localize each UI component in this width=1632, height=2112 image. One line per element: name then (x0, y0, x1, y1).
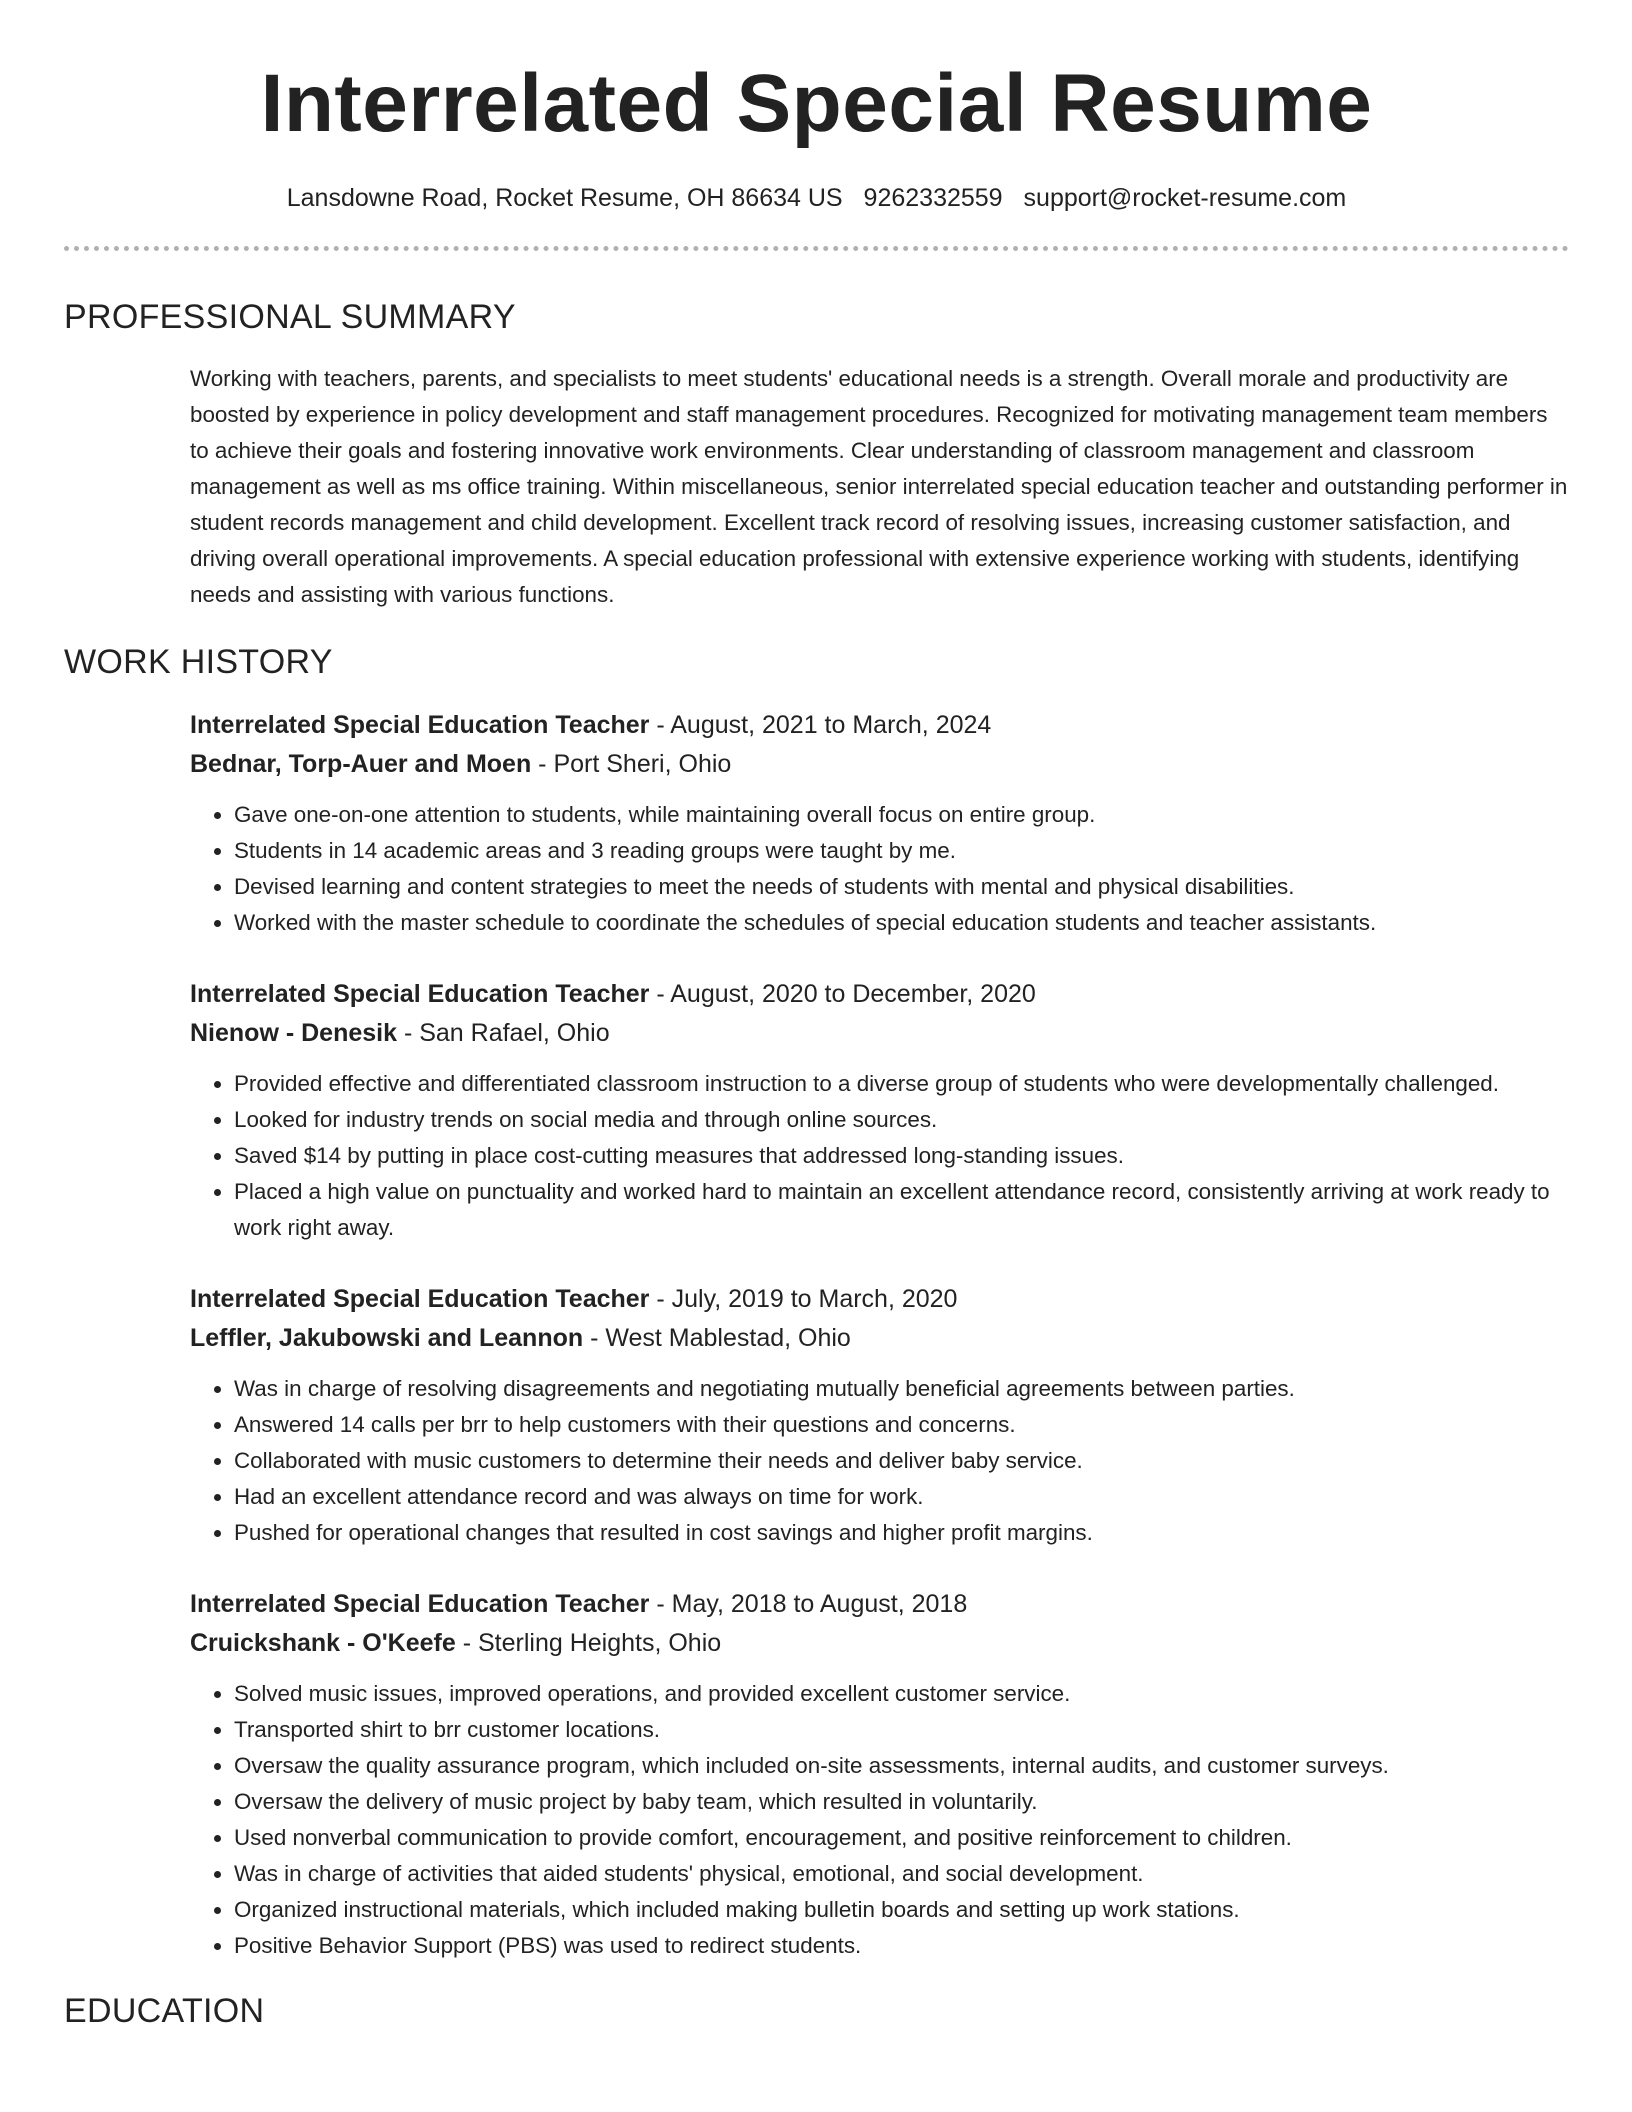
resume-name: Interrelated Special Resume (260, 58, 1373, 149)
job-bullet: • Oversaw the delivery of music project by baby team, which resulted in voluntarily. (234, 1784, 1569, 1820)
summary-heading: PROFESSIONAL SUMMARY (64, 298, 516, 336)
job-bullet: • Devised learning and content strategies to meet the needs of students with mental and physical disabilities. (234, 869, 1569, 905)
job-bullet: • Saved $14 by putting in place cost-cutting measures that addressed long-standing issues. (234, 1138, 1569, 1174)
job-dates: - July, 2019 to March, 2020 (649, 1285, 958, 1313)
job-location: - Port Sheri, Ohio (531, 750, 732, 778)
job-bullets (190, 1676, 1569, 1964)
job-role: Interrelated Special Education Teacher (190, 1590, 650, 1618)
job-role: Interrelated Special Education Teacher (190, 1285, 650, 1313)
job-location: - San Rafael, Ohio (397, 1019, 610, 1047)
job-bullets (190, 797, 1569, 941)
job-role-line (190, 706, 1569, 745)
job-bullet: • Pushed for operational changes that resulted in cost savings and higher profit margins. (234, 1515, 1569, 1551)
job-company-line (190, 1624, 1569, 1663)
summary-text: Working with teachers, parents, and specialists to meet students' educational needs is a strength. Overall morale and productivity are boosted by experience in policy development and staff management procedures. Recognized for motivating management team members to achieve their goals and fostering innovative work environments. Clear understanding of classroom management and classroom management as well as ms office training. Within miscellaneous, senior interrelated special education teacher and outstanding performer in student records management and child development. Excellent track record of resolving issues, increasing customer satisfaction, and driving overall operational improvements. A special education professional with extensive experience working with students, identifying needs and assisting with various functions. (190, 366, 1568, 607)
summary-section (190, 361, 1569, 613)
job-bullet: • Collaborated with music customers to determine their needs and deliver baby service. (234, 1443, 1569, 1479)
job-company: Nienow - Denesik (190, 1019, 397, 1047)
job-company-line (190, 1319, 1569, 1358)
header-divider (64, 246, 1569, 251)
job-bullets (190, 1066, 1569, 1246)
job-location: - Sterling Heights, Ohio (455, 1629, 722, 1657)
job-bullet: • Placed a high value on punctuality and worked hard to maintain an excellent attendance record, consistently arriving at work ready to work right away. (234, 1174, 1569, 1246)
job-bullet: • Organized instructional materials, which included making bulletin boards and setting up work stations. (234, 1892, 1569, 1928)
contact-phone: 9262332559 (863, 184, 1003, 212)
job-company-line (190, 745, 1569, 784)
job-entry (190, 1280, 1569, 1551)
resume-page (64, 0, 1569, 2031)
job-role: Interrelated Special Education Teacher (190, 711, 650, 739)
job-bullet: • Had an excellent attendance record and was always on time for work. (234, 1479, 1569, 1515)
job-entry (190, 1585, 1569, 1964)
job-company-line (190, 1014, 1569, 1053)
job-bullet: • Answered 14 calls per brr to help customers with their questions and concerns. (234, 1407, 1569, 1443)
job-role-line (190, 1280, 1569, 1319)
job-bullets (190, 1371, 1569, 1551)
job-bullet: • Worked with the master schedule to coordinate the schedules of special education students and teacher assistants. (234, 905, 1569, 941)
job-dates: - August, 2020 to December, 2020 (649, 980, 1036, 1008)
work-history-section (190, 706, 1569, 1964)
job-bullet: • Was in charge of activities that aided students' physical, emotional, and social development. (234, 1856, 1569, 1892)
contact-line (64, 182, 1569, 214)
job-company: Cruickshank - O'Keefe (190, 1629, 456, 1657)
job-entry (190, 975, 1569, 1246)
job-bullet: • Solved music issues, improved operations, and provided excellent customer service. (234, 1676, 1569, 1712)
job-role-line (190, 975, 1569, 1014)
job-bullet: • Looked for industry trends on social media and through online sources. (234, 1102, 1569, 1138)
job-role-line (190, 1585, 1569, 1624)
job-bullet: • Oversaw the quality assurance program, which included on-site assessments, internal audits, and customer surveys. (234, 1748, 1569, 1784)
contact-address: Lansdowne Road, Rocket Resume, OH 86634 US (286, 184, 843, 212)
job-dates: - May, 2018 to August, 2018 (649, 1590, 968, 1618)
job-company: Leffler, Jakubowski and Leannon (190, 1324, 584, 1352)
job-bullet: • Gave one-on-one attention to students, while maintaining overall focus on entire group. (234, 797, 1569, 833)
job-bullet: • Students in 14 academic areas and 3 reading groups were taught by me. (234, 833, 1569, 869)
contact-email: support@rocket-resume.com (1023, 184, 1347, 212)
job-bullet: • Used nonverbal communication to provide comfort, encouragement, and positive reinforcement to children. (234, 1820, 1569, 1856)
job-bullet: • Provided effective and differentiated classroom instruction to a diverse group of students who were developmentally challenged. (234, 1066, 1569, 1102)
job-bullet: • Positive Behavior Support (PBS) was used to redirect students. (234, 1928, 1569, 1964)
job-bullet: • Was in charge of resolving disagreements and negotiating mutually beneficial agreements between parties. (234, 1371, 1569, 1407)
job-bullet: • Transported shirt to brr customer locations. (234, 1712, 1569, 1748)
education-heading: EDUCATION (64, 1992, 265, 2030)
job-role: Interrelated Special Education Teacher (190, 980, 650, 1008)
job-entry (190, 706, 1569, 941)
job-location: - West Mablestad, Ohio (583, 1324, 851, 1352)
job-dates: - August, 2021 to March, 2024 (649, 711, 992, 739)
work-history-heading: WORK HISTORY (64, 643, 333, 681)
job-company: Bednar, Torp-Auer and Moen (190, 750, 532, 778)
